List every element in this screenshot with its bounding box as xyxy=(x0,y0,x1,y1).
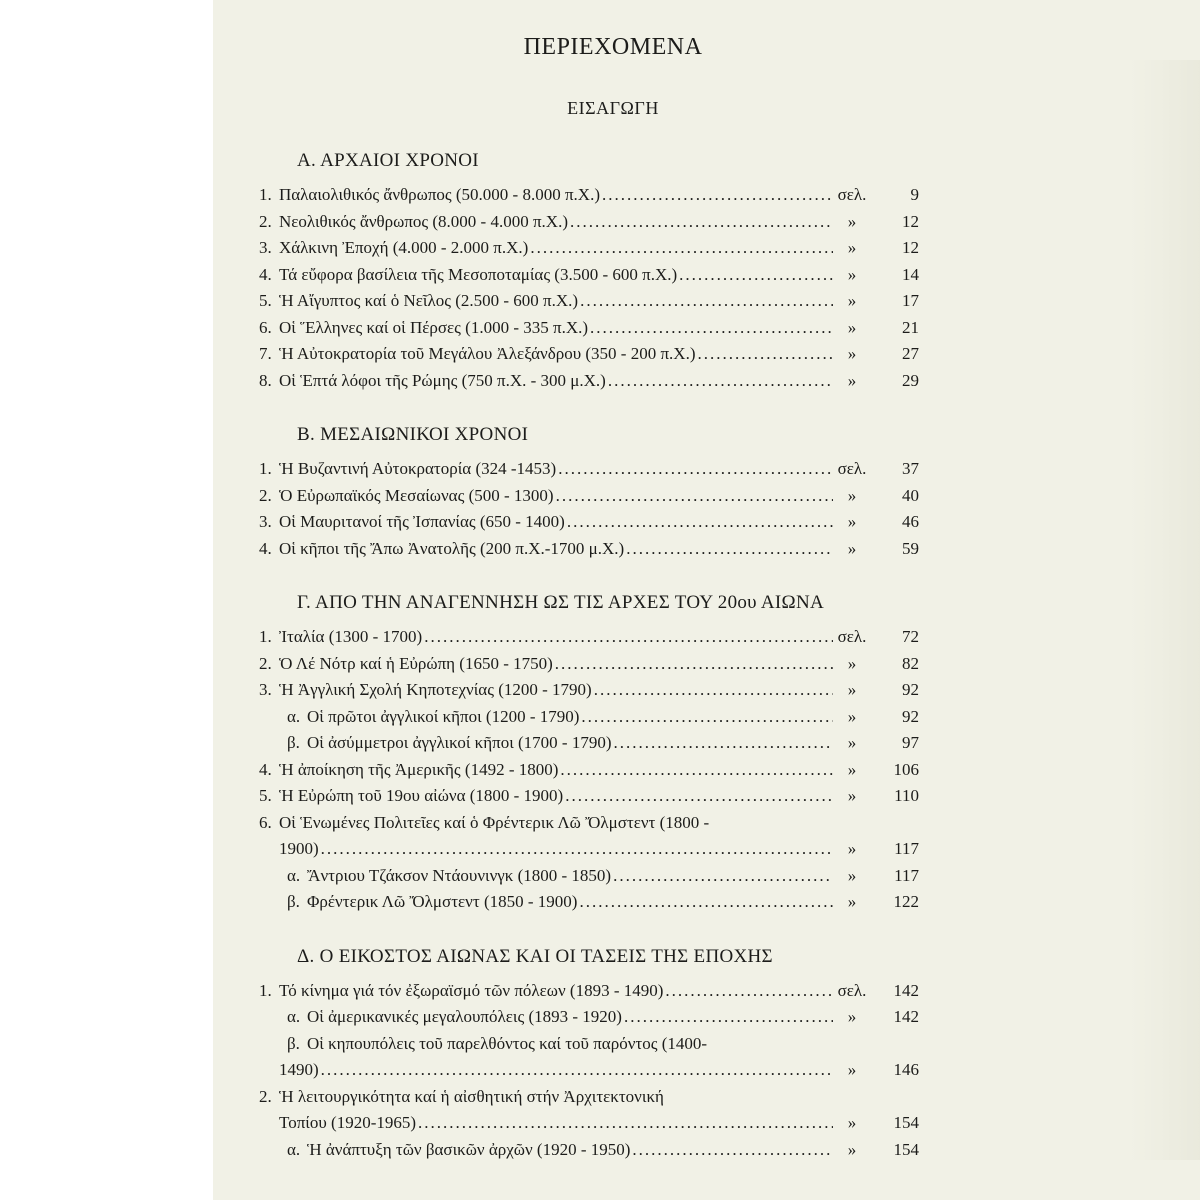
entry-number: 2. xyxy=(259,211,272,231)
page-marker: σελ. xyxy=(837,980,867,1000)
leader-dots xyxy=(558,757,833,784)
page-marker: » xyxy=(847,1139,857,1159)
leader-dots xyxy=(611,863,833,890)
page-number: 92 xyxy=(902,706,919,726)
entry-number: 3. xyxy=(259,238,272,257)
leader-dots xyxy=(565,509,833,536)
entry-number: 5. xyxy=(259,786,272,805)
page-number: 117 xyxy=(894,865,919,885)
entry-title-continuation: Τοπίου (1920-1965) xyxy=(279,1113,417,1132)
entry-number: α. xyxy=(287,1139,301,1159)
page-marker: » xyxy=(847,706,857,726)
page-marker: » xyxy=(847,238,857,257)
page-number: 117 xyxy=(894,839,919,858)
leader-dots xyxy=(553,651,833,678)
toc-entry xyxy=(259,315,919,342)
entry-title: Παλαιολιθικός ἄνθρωπος (50.000 - 8.000 π.Χ.) xyxy=(279,185,600,204)
entry-title: Χάλκινη Ἐποχή (4.000 - 2.000 π.Χ.) xyxy=(279,238,529,257)
page-number: 17 xyxy=(902,291,919,310)
leader-dots xyxy=(600,182,833,209)
page-marker: » xyxy=(847,1007,857,1026)
toc-section xyxy=(259,420,919,562)
entry-title: Ὁ Λέ Νότρ καί ἡ Εὐρώπη (1650 - 1750) xyxy=(279,653,553,673)
toc-section xyxy=(259,942,919,1164)
page-marker: » xyxy=(847,892,857,911)
entry-title: Οἱ κηπουπόλεις τοῦ παρελθόντος καί τοῦ παρόντος (1400- xyxy=(307,1033,708,1053)
entry-number: 1. xyxy=(259,185,272,204)
entry-title: Οἱ πρῶτοι ἀγγλικοί κῆποι (1200 - 1790) xyxy=(307,706,580,726)
page-number: 9 xyxy=(910,185,919,204)
page-number: 142 xyxy=(893,980,919,1000)
entry-title-continuation: 1490) xyxy=(279,1060,319,1079)
toc-entry xyxy=(259,209,919,236)
entry-title: Οἱ κῆποι τῆς Ἄπω Ἀνατολῆς (200 π.Χ.-1700 μ.Χ.) xyxy=(279,538,625,558)
page-number: 82 xyxy=(902,653,919,673)
entry-title: Ἄντριου Τζάκσον Ντάουνινγκ (1800 - 1850) xyxy=(307,865,612,885)
entry-title-continuation: 1900) xyxy=(279,839,319,858)
entry-number: α. xyxy=(287,706,301,726)
toc-entry xyxy=(259,1031,919,1058)
leader-dots xyxy=(663,978,833,1005)
page-title: ΠΕΡΙΕΧΟΜΕΝΑ xyxy=(523,34,703,60)
page-marker: » xyxy=(847,317,857,337)
toc-entry xyxy=(259,509,919,536)
page-marker: » xyxy=(847,291,857,310)
leader-dots xyxy=(579,704,833,731)
leader-dots xyxy=(630,1137,833,1164)
toc-entry xyxy=(259,1137,919,1164)
entry-number: α. xyxy=(287,865,301,885)
toc-entry xyxy=(259,889,919,916)
entry-number: 8. xyxy=(259,370,272,390)
page-number: 154 xyxy=(893,1113,919,1132)
leader-dots xyxy=(612,730,834,757)
page-number: 46 xyxy=(902,512,919,531)
entry-title: Οἱ Μαυριτανοί τῆς Ἰσπανίας (650 - 1400) xyxy=(279,512,565,531)
leader-dots xyxy=(578,288,833,315)
leader-dots xyxy=(588,315,833,342)
page-number: 97 xyxy=(902,733,919,752)
entry-number: 4. xyxy=(259,538,272,558)
leader-dots xyxy=(416,1110,833,1137)
page-marker: σελ. xyxy=(837,185,867,204)
entry-title: Φρέντερικ Λῶ Ὄλμστεντ (1850 - 1900) xyxy=(307,892,578,911)
entry-number: 5. xyxy=(259,291,272,310)
entry-number: 3. xyxy=(259,512,272,531)
facing-page-bleed xyxy=(1130,60,1200,1160)
leader-dots xyxy=(677,262,833,289)
table-of-contents xyxy=(259,138,919,1189)
entry-title: Ἡ Βυζαντινή Αὐτοκρατορία (324 -1453) xyxy=(279,459,557,478)
page-number: 40 xyxy=(902,485,919,505)
page-number: 122 xyxy=(893,892,919,911)
leader-dots xyxy=(556,456,833,483)
leader-dots xyxy=(319,1057,833,1084)
page-number: 21 xyxy=(902,317,919,337)
entry-number: 4. xyxy=(259,759,272,779)
entry-number: 2. xyxy=(259,653,272,673)
page-marker: » xyxy=(847,839,857,858)
entry-title: Τό κίνημα γιά τόν ἐξωραϊσμό τῶν πόλεων (1893 - 1490) xyxy=(279,980,664,1000)
toc-entry-continuation xyxy=(259,1110,919,1137)
toc-section xyxy=(259,588,919,916)
toc-entry xyxy=(259,456,919,483)
leader-dots xyxy=(577,889,833,916)
toc-entry xyxy=(259,288,919,315)
page-number: 142 xyxy=(893,1007,919,1026)
entry-number: 1. xyxy=(259,459,272,478)
book-page xyxy=(213,0,1200,1200)
entry-number: β. xyxy=(287,1033,300,1053)
toc-entry xyxy=(259,1004,919,1031)
leader-dots xyxy=(422,624,833,651)
toc-entry xyxy=(259,978,919,1005)
section-heading: Α. ΑΡΧΑΙΟΙ ΧΡΟΝΟΙ xyxy=(297,150,479,171)
toc-entry xyxy=(259,368,919,395)
entry-title: Ἰταλία (1300 - 1700) xyxy=(279,627,423,646)
page-number: 12 xyxy=(902,238,919,257)
page-marker: » xyxy=(847,1113,857,1132)
page-number: 29 xyxy=(902,370,919,390)
toc-section xyxy=(259,146,919,394)
section-heading: Γ. ΑΠΟ ΤΗΝ ΑΝΑΓΕΝΝΗΣΗ ΩΣ ΤΙΣ ΑΡΧΕΣ ΤΟΥ 20ου ΑΙΩΝΑ xyxy=(297,592,825,613)
page-marker: σελ. xyxy=(837,627,867,646)
toc-entry xyxy=(259,624,919,651)
entry-number: 2. xyxy=(259,1086,272,1106)
entry-number: 4. xyxy=(259,264,272,284)
leader-dots xyxy=(563,783,833,810)
page-marker: » xyxy=(847,485,857,505)
leader-dots xyxy=(592,677,833,704)
page-marker: » xyxy=(847,211,857,231)
section-heading: Δ. Ο ΕΙΚΟΣΤΟΣ ΑΙΩΝΑΣ ΚΑΙ ΟΙ ΤΑΣΕΙΣ ΤΗΣ ΕΠΟΧΗΣ xyxy=(297,945,773,967)
entry-title: Οἱ ἀμερικανικές μεγαλουπόλεις (1893 - 1920) xyxy=(307,1007,622,1026)
page-marker: » xyxy=(847,512,857,531)
page-marker: » xyxy=(847,865,857,885)
entry-number: 3. xyxy=(259,680,272,699)
entry-number: 6. xyxy=(259,317,272,337)
page-number: 106 xyxy=(893,759,919,779)
toc-entry xyxy=(259,783,919,810)
entry-title: Οἱ Ἑπτά λόφοι τῆς Ρώμης (750 π.Χ. - 300 μ.Χ.) xyxy=(279,370,606,390)
introduction-heading: ΕΙΣΑΓΩΓΗ xyxy=(567,98,659,118)
entry-title: Ὁ Εὐρωπαϊκός Μεσαίωνας (500 - 1300) xyxy=(279,485,554,505)
page-number: 14 xyxy=(902,264,919,284)
section-heading: Β. ΜΕΣΑΙΩΝΙΚΟΙ ΧΡΟΝΟΙ xyxy=(297,424,529,445)
page-number: 72 xyxy=(902,627,919,646)
page-number: 146 xyxy=(893,1060,919,1079)
leader-dots xyxy=(606,368,833,395)
page-number: 59 xyxy=(902,538,919,558)
toc-entry xyxy=(259,262,919,289)
leader-dots xyxy=(528,235,833,262)
toc-entry xyxy=(259,651,919,678)
page-marker: » xyxy=(847,370,857,390)
entry-title: Ἡ Εὐρώπη τοῦ 19ου αἰώνα (1800 - 1900) xyxy=(279,786,564,805)
toc-entry xyxy=(259,1084,919,1111)
leader-dots xyxy=(622,1004,833,1031)
entry-number: 1. xyxy=(259,980,272,1000)
toc-entry xyxy=(259,810,919,837)
entry-title: Τά εὔφορα βασίλεια τῆς Μεσοποταμίας (3.500 - 600 π.Χ.) xyxy=(279,264,678,284)
leader-dots xyxy=(695,341,833,368)
toc-entry xyxy=(259,235,919,262)
page-number: 110 xyxy=(894,786,919,805)
toc-entry xyxy=(259,341,919,368)
page-marker: » xyxy=(847,538,857,558)
toc-entry xyxy=(259,677,919,704)
entry-number: 1. xyxy=(259,627,272,646)
page-number: 37 xyxy=(902,459,919,478)
toc-entry xyxy=(259,704,919,731)
page-number: 12 xyxy=(902,211,919,231)
entry-number: 6. xyxy=(259,812,272,832)
entry-title: Οἱ Ἑνωμένες Πολιτεῖες καί ὁ Φρέντερικ Λῶ Ὄλμστεντ (1800 - xyxy=(279,812,710,832)
toc-entry xyxy=(259,182,919,209)
entry-number: β. xyxy=(287,733,300,752)
entry-title: Οἱ Ἕλληνες καί οἱ Πέρσες (1.000 - 335 π.Χ.) xyxy=(279,317,589,337)
page-marker: » xyxy=(847,680,857,699)
entry-title: Ἡ Αἴγυπτος καί ὁ Νεῖλος (2.500 - 600 π.Χ.) xyxy=(279,291,579,310)
toc-entry xyxy=(259,863,919,890)
entry-title: Ἡ Ἀγγλική Σχολή Κηποτεχνίας (1200 - 1790) xyxy=(279,680,592,699)
entry-title: Ἡ Αὐτοκρατορία τοῦ Μεγάλου Ἀλεξάνδρου (350 - 200 π.Χ.) xyxy=(279,344,696,363)
leader-dots xyxy=(554,483,833,510)
page-marker: » xyxy=(847,1060,857,1079)
toc-entry xyxy=(259,483,919,510)
entry-number: β. xyxy=(287,892,300,911)
entry-number: 2. xyxy=(259,485,272,505)
leader-dots xyxy=(319,836,833,863)
page-marker: » xyxy=(847,653,857,673)
page-marker: » xyxy=(847,264,857,284)
toc-entry xyxy=(259,536,919,563)
entry-title: Ἡ λειτουργικότητα καί ἡ αἰσθητική στήν Ἀρχιτεκτονική xyxy=(279,1086,664,1106)
leader-dots xyxy=(624,536,833,563)
toc-entry-continuation xyxy=(259,836,919,863)
entry-title: Ἡ ἀνάπτυξη τῶν βασικῶν ἀρχῶν (1920 - 1950) xyxy=(307,1139,631,1159)
entry-title: Οἱ ἀσύμμετροι ἀγγλικοί κῆποι (1700 - 1790) xyxy=(307,733,612,752)
page-number: 27 xyxy=(902,344,919,363)
entry-number: α. xyxy=(287,1007,301,1026)
page-marker: » xyxy=(847,733,857,752)
entry-number: 7. xyxy=(259,344,272,363)
page-number: 92 xyxy=(902,680,919,699)
page-marker: » xyxy=(847,759,857,779)
page-marker: σελ. xyxy=(837,459,867,478)
leader-dots xyxy=(568,209,833,236)
entry-title: Νεολιθικός ἄνθρωπος (8.000 - 4.000 π.Χ.) xyxy=(279,211,568,231)
toc-entry-continuation xyxy=(259,1057,919,1084)
page-number: 154 xyxy=(893,1139,919,1159)
page-marker: » xyxy=(847,786,857,805)
toc-entry xyxy=(259,757,919,784)
entry-title: Ἡ ἀποίκηση τῆς Ἀμερικῆς (1492 - 1800) xyxy=(279,759,559,779)
toc-entry xyxy=(259,730,919,757)
page-marker: » xyxy=(847,344,857,363)
